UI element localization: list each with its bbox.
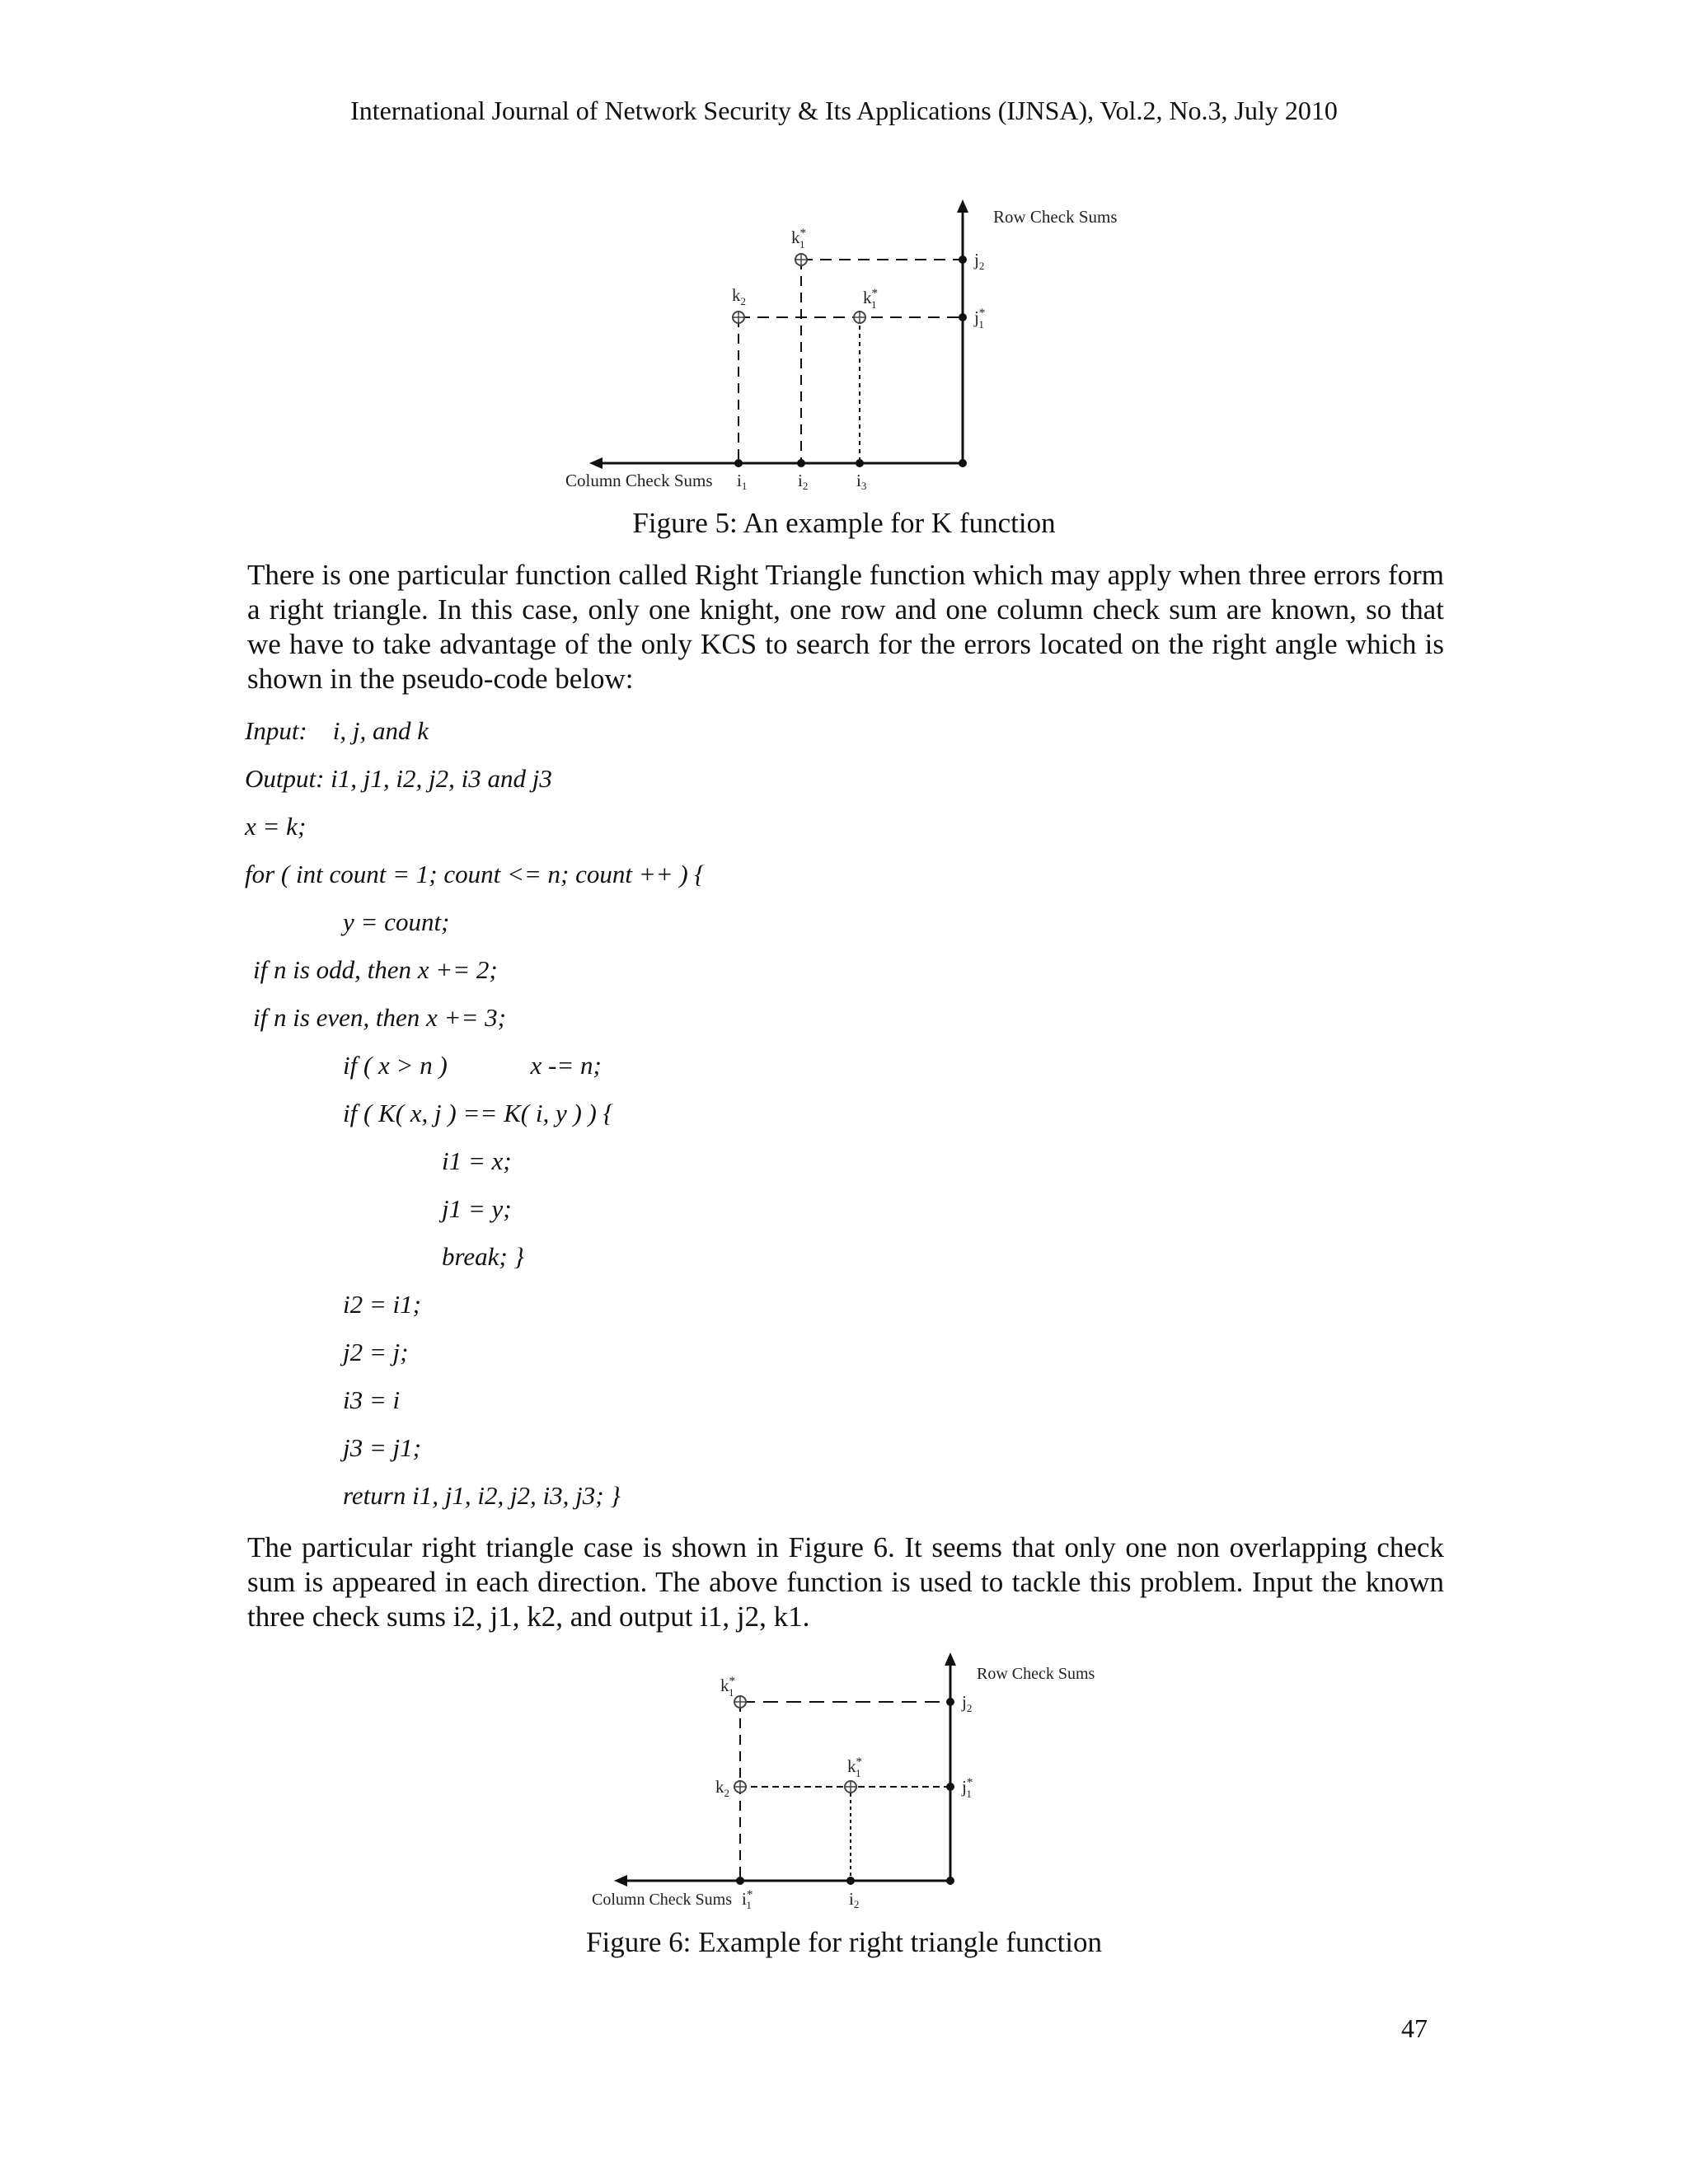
svg-text:k*1: k* 1 [720, 1675, 735, 1699]
code-line: Input: i, j, and k [245, 716, 429, 745]
svg-text:i2: i2 [798, 471, 809, 492]
fig6-row-axis-arrow [945, 1652, 956, 1666]
code-line: i1 = x; [442, 1146, 512, 1175]
page-number: 47 [1401, 2013, 1428, 2043]
fig6-column-axis-label: Column Check Sums [592, 1891, 733, 1909]
fig5-column-axis-arrow [589, 457, 603, 469]
code-line: for ( int count = 1; count <= n; count ++ ) { [245, 860, 705, 888]
svg-text:k*1: k* 1 [847, 1755, 862, 1779]
code-line: i3 = i [343, 1385, 401, 1414]
svg-text:i1: i1 [737, 471, 748, 492]
code-line: if n is odd, then x += 2; [253, 955, 498, 984]
figure-5-caption: Figure 5: An example for K function [632, 507, 1056, 539]
figure-6-diagram [577, 1648, 1121, 1920]
fig5-column-axis-label: Column Check Sums [565, 471, 713, 490]
fig5-row-axis-arrow [957, 199, 968, 213]
code-line: y = count; [343, 907, 450, 936]
code-line: Output: i1, j1, i2, j2, i3 and j3 [245, 764, 552, 793]
svg-text:i3: i3 [856, 471, 867, 492]
code-line: if n is even, then x += 3; [253, 1003, 506, 1032]
fig6-column-axis-arrow [614, 1875, 627, 1886]
svg-text:j2: $j_2$ [962, 1692, 973, 1714]
svg-text:j2: $j_2$ [974, 250, 985, 272]
paragraph-figure-6-description: The particular right triangle case is shown in Figure 6. It seems that only one non overlapping check sum is appeared in each direction. The above function is used to tackle this problem. Input the known three check sums i2, j1, k2, and output i1, j2, k1. [247, 1531, 1444, 1633]
svg-text:j*1: j* 1 [962, 1776, 973, 1800]
code-line: x = k; [245, 812, 307, 841]
svg-text:i2: i2 [849, 1889, 860, 1910]
svg-text:j*1: j* 1 [974, 307, 986, 330]
svg-text:i*1: i* 1 [742, 1888, 753, 1911]
code-line: j3 = j1; [343, 1433, 421, 1462]
paragraph-right-triangle-intro: There is one particular function called Right Triangle function which may apply when three errors form a right triangle. In this case, only one knight, one row and one column check sum are known, so that we have to take advantage of the only KCS to search for the errors located on the right angle which is shown in the pseudo-code below: [247, 559, 1444, 695]
code-line: j1 = y; [442, 1194, 512, 1223]
fig6-row-axis-label: Row Check Sums [977, 1665, 1095, 1683]
code-line: i2 = i1; [343, 1290, 421, 1319]
figure-5-diagram [544, 190, 1137, 503]
code-line: break; } [442, 1242, 524, 1271]
svg-text:k2: $k_2$ [732, 285, 746, 307]
svg-text:k2: $k_2$ [715, 1777, 729, 1799]
code-line: j2 = j; [343, 1338, 409, 1366]
code-line: return i1, j1, i2, j2, i3, j3; } [343, 1481, 621, 1510]
fig5-row-axis-label: Row Check Sums [993, 207, 1118, 227]
code-line: if ( x > n ) x -= n; [343, 1051, 602, 1080]
running-header: International Journal of Network Security & Its Applications (IJNSA), Vol.2, No.3, July 2010 [350, 96, 1338, 125]
code-line: if ( K( x, j ) == K( i, y ) ) { [343, 1099, 613, 1127]
figure-6-caption: Figure 6: Example for right triangle function [586, 1926, 1102, 1958]
svg-text:k*1: k* 1 [791, 227, 806, 251]
svg-text:k*1: k* 1 [863, 287, 878, 311]
